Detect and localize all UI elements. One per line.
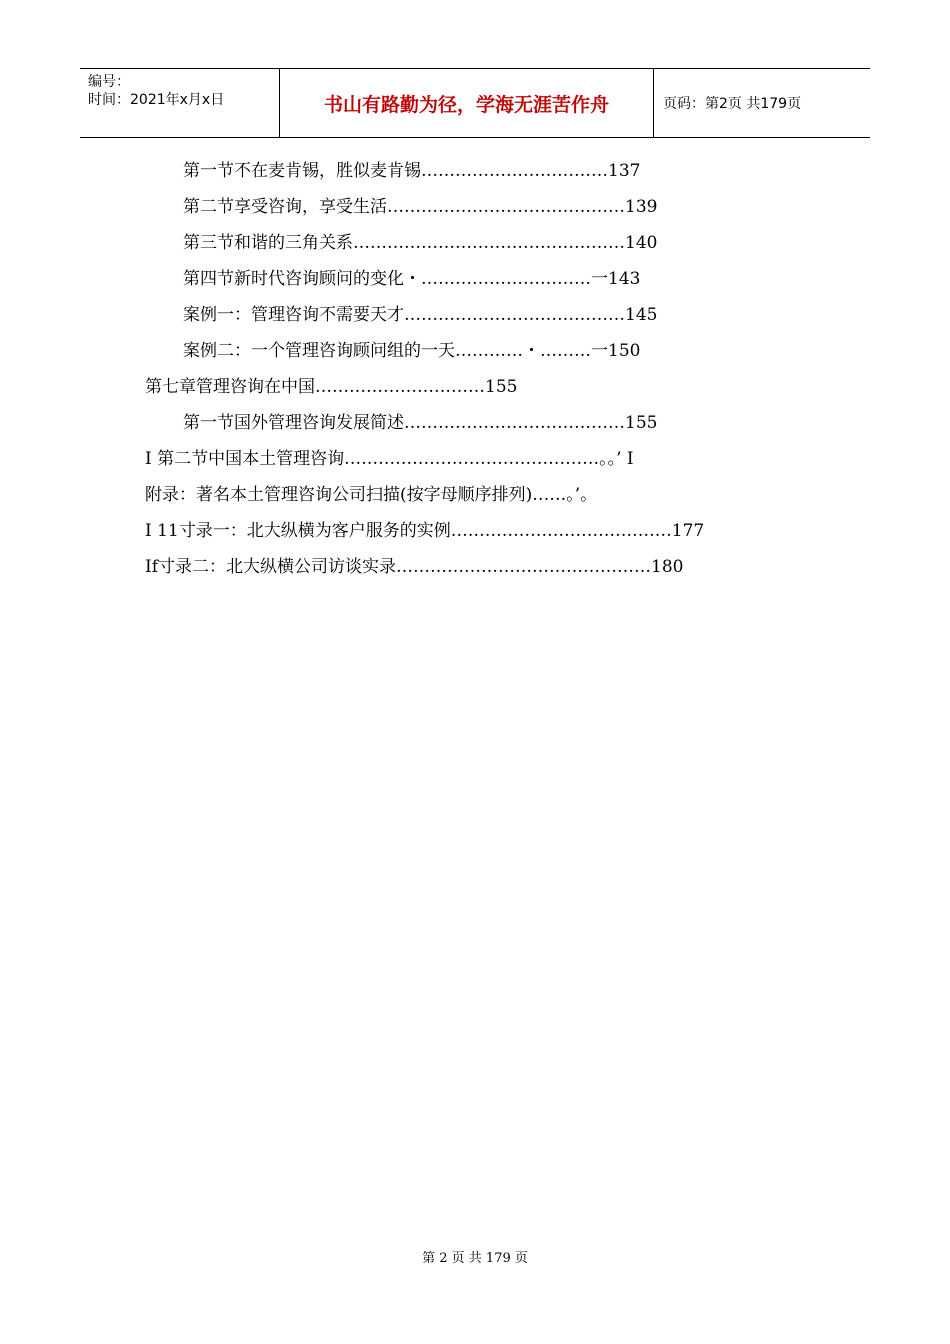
toc-entry: 第四节新时代咨询顾问的变化・…………………………一143 (183, 269, 641, 289)
page-footer: 第 2 页 共 179 页 (422, 1251, 528, 1266)
toc-entry: I 第二节中国本土管理咨询………………………………………。。’ I (145, 449, 634, 469)
toc-entry: 第三节和谐的三角关系…………………………………………140 (183, 233, 658, 253)
toc-entry: 第一节不在麦肯锡，胜似麦肯锡……………………………137 (183, 161, 641, 181)
header-left-cell (80, 69, 280, 137)
toc-entry: If寸录二：北大纵横公司访谈实录………………………………………180 (145, 557, 684, 577)
toc-entry: I 11寸录一：北大纵横为客户服务的实例…………………………………177 (145, 521, 705, 541)
date-line: 时间：2021年x月x日 (88, 92, 225, 108)
toc-entry: 第七章管理咨询在中国…………………………155 (145, 377, 518, 397)
header-motto: 书山有路勤为径，学海无涯苦作舟 (280, 69, 654, 137)
toc-entry: 案例一：管理咨询不需要天才…………………………………145 (183, 305, 658, 325)
toc-entry: 第二节享受咨询，享受生活……………………………………139 (183, 197, 658, 217)
document-header (80, 68, 870, 138)
header-page-info: 页码：第2页 共179页 (663, 96, 802, 112)
number-label: 编号： (88, 74, 130, 90)
toc-entry: 第一节国外管理咨询发展简述…………………………………155 (183, 413, 658, 433)
toc-entry: 附录：著名本土管理咨询公司扫描(按字母顺序排列)……。’。 (145, 485, 598, 505)
toc-entry: 案例二：一个管理咨询顾问组的一天…………・………一150 (183, 341, 641, 361)
